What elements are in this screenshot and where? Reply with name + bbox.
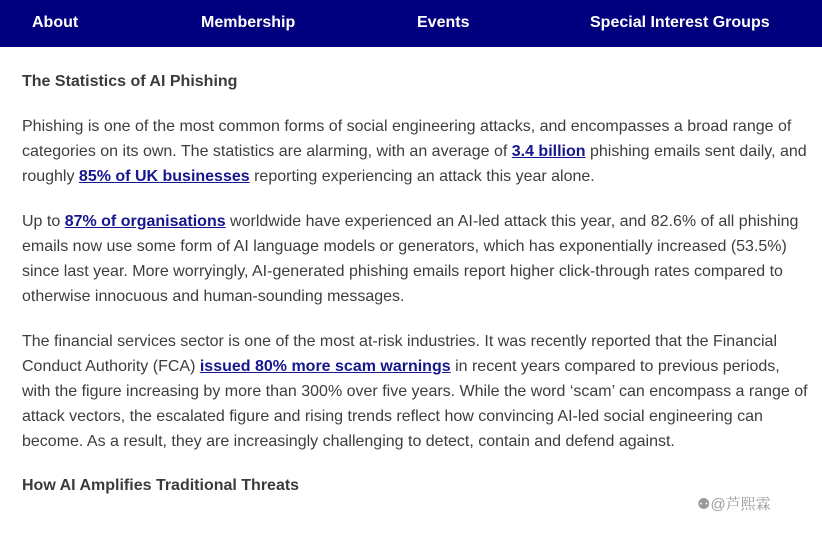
paragraph-phishing-overview bbox=[22, 114, 812, 189]
watermark-text: ⚉@芦熙霖 bbox=[697, 496, 771, 513]
paragraph-text: Up to bbox=[22, 213, 65, 230]
link-87-organisations[interactable]: 87% of organisations bbox=[64, 213, 226, 230]
paragraph-financial-sector bbox=[22, 329, 812, 454]
paragraph-text: phishing emails sent daily, and roughly bbox=[22, 143, 807, 185]
paragraph-text: reporting experiencing an attack this year alone. bbox=[249, 168, 595, 185]
paragraph-text: worldwide have experienced an AI-led attack this year, and 82.6% of all phishing emails now use some form of AI language models or generators, which has exponentially increased (53.5%) since last year. More worryingly, AI-generated phishing emails report higher click-through rates compared to otherwise innocuous and human-sounding messages. bbox=[22, 213, 799, 305]
paragraph-text: Phishing is one of the most common forms of social engineering attacks, and encompasses a broad range of categories on its own. The statistics are alarming, with an average of bbox=[22, 118, 792, 160]
section-heading-ai-amplifies: How AI Amplifies Traditional Threats bbox=[22, 477, 300, 494]
link-3-4-billion[interactable]: 3.4 billion bbox=[511, 143, 586, 160]
nav-events-link[interactable]: Events bbox=[417, 14, 470, 31]
section-heading-statistics: The Statistics of AI Phishing bbox=[22, 73, 238, 90]
nav-membership-link[interactable]: Membership bbox=[201, 14, 296, 31]
paragraph-text: in recent years compared to previous periods, with the figure increasing by more than 300% over five years. While the word ‘scam’ can encompass a range of attack vectors, the escalated figure and rising trends reflect how convincing AI-led social engineering can become. As a result, they are increasingly challenging to detect, contain and defend against. bbox=[22, 358, 808, 450]
link-85-uk-businesses[interactable]: 85% of UK businesses bbox=[78, 168, 250, 185]
paragraph-ai-led-attacks bbox=[22, 209, 812, 309]
nav-special-interest-groups-link[interactable]: Special Interest Groups bbox=[590, 14, 770, 31]
paragraph-text: The financial services sector is one of the most at-risk industries. It was recently reported that the Financial Conduct Authority (FCA) bbox=[22, 333, 777, 375]
link-fca-scam-warnings[interactable]: issued 80% more scam warnings bbox=[199, 358, 451, 375]
nav-about-link[interactable]: About bbox=[32, 14, 79, 31]
top-navigation-bar bbox=[0, 0, 822, 47]
article-body bbox=[22, 60, 812, 498]
